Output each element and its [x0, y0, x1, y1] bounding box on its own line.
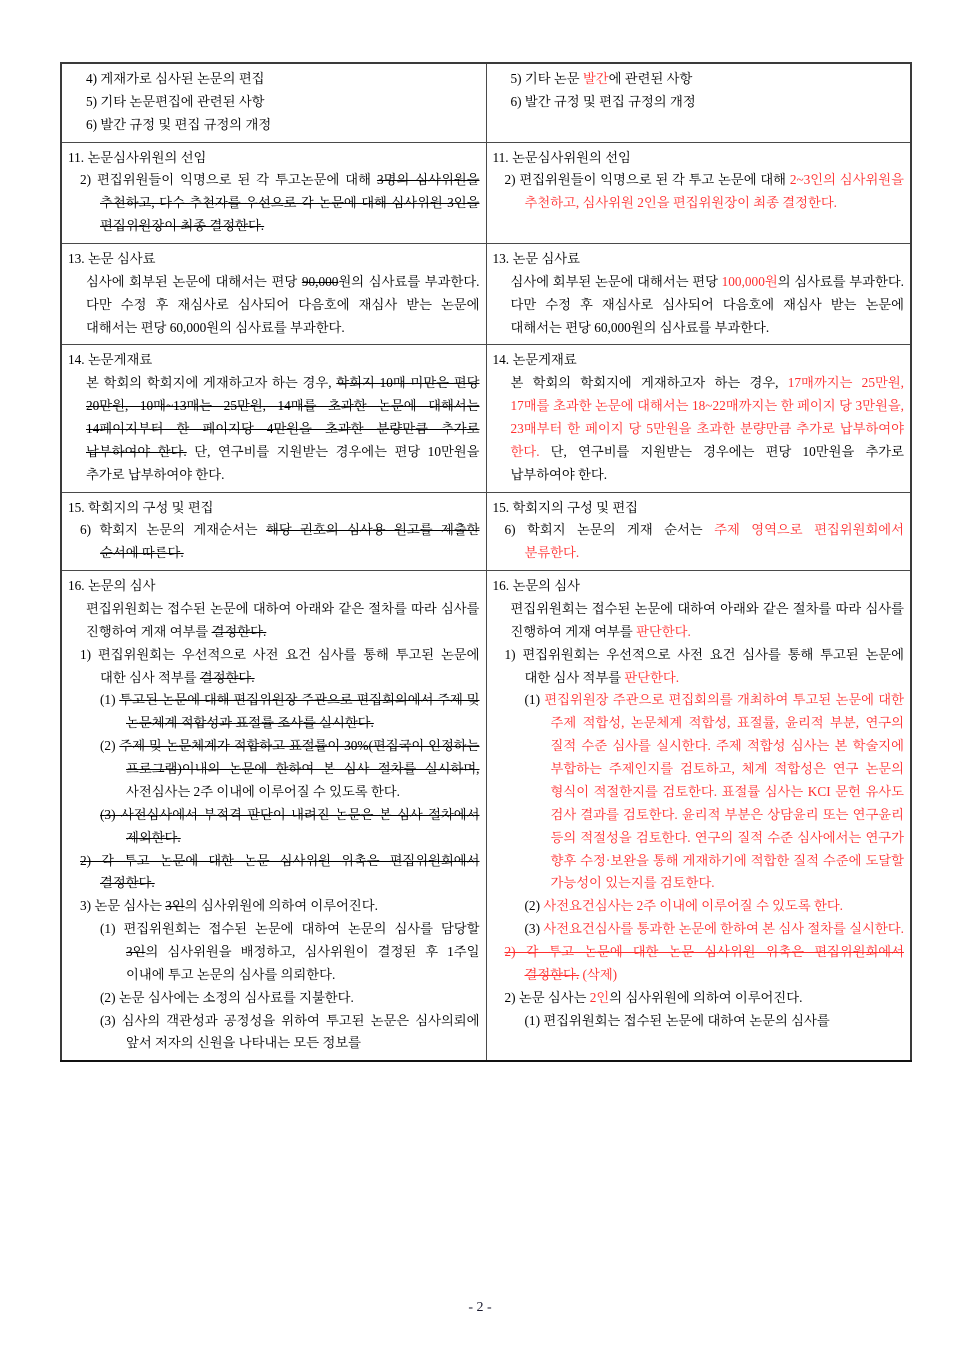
section-heading: 11. 논문심사위원의 선임 [492, 149, 631, 165]
list-item: (2) 주제 및 논문체계가 적합하고 표절률이 30%(편집국이 인정하는 프로그램)이내의 논문에 한하여 본 심사 절차를 실시하며, 사전심사는 2주 이내에 이루어질 수 있도록 한다. [100, 738, 480, 799]
cell-right-item-16 [486, 571, 911, 1062]
list-item-deleted: 2) 각 투고 논문에 대한 논문 심사위원 위촉은 편집위원회에서 결정한다. (삭제) [504, 943, 904, 982]
section-body: 6) 학회지 논문의 게재 순서는 주제 영역으로 편집위원회에서 분류한다. [504, 522, 904, 561]
list-item: (2) 논문 심사에는 소정의 심사료를 지불한다. [100, 989, 354, 1005]
list-item: 1) 편집위원회는 우선적으로 사전 요건 심사를 통해 투고된 논문에 대한 심사 적부를 판단한다. [504, 646, 904, 685]
list-item: (1) 편집위원회는 접수된 논문에 대하여 논문의 심사를 담당할 3인의 심사위원을 배정하고, 심사위원이 결정된 후 1주일 이내에 투고 논문의 심사를 의뢰한다. [100, 921, 480, 982]
list-item: (1) 투고된 논문에 대해 편집위원장 주관으로 편집회의에서 주제 및 논문체계 적합성과 표절률 조사를 실시한다. [100, 692, 480, 731]
section-heading: 15. 학회지의 구성 및 편집 [68, 499, 214, 515]
cell-left-item-11 [61, 142, 486, 243]
list-item-spacer [511, 114, 905, 117]
revision-comparison-table [60, 62, 912, 1062]
section-body: 본 학회의 학회지에 게재하고자 하는 경우, 학회지 10매 미만은 편당 20만원, 10매~13매는 25만원, 14매를 초과한 논문에 대해서는 14페이지부터 한 페이지당 4만원을 초과한 분량만큼 추가로 납부하여야 한다. 단, 연구비를 지원받는 경우에는 편당 10만원을 추가로 납부하여야 한다. [86, 375, 480, 482]
section-body: 심사에 회부된 논문에 대해서는 편당 90,000원의 심사료를 부과한다. 다만 수정 후 재심사로 심사되어 다음호에 재심사 받는 논문에 대해서는 편당 60,000원의 심사료를 부과한다. [86, 273, 480, 335]
cell-right-item-15 [486, 492, 911, 571]
deleted-marker: (삭제) [582, 966, 618, 982]
table-row [61, 492, 911, 571]
section-heading: 15. 학회지의 구성 및 편집 [492, 499, 639, 515]
cell-right-item-11 [486, 142, 911, 243]
cell-left-carryover [61, 63, 486, 142]
list-item: 4) 게재가로 심사된 논문의 편집 [86, 71, 265, 86]
list-item: (3) 사전요건심사를 통과한 논문에 한하여 본 심사 절차를 실시한다. [524, 921, 904, 937]
section-intro: 편집위원회는 접수된 논문에 대하여 아래와 같은 절차를 따라 심사를 진행하여 게재 여부를 결정한다. [86, 601, 480, 639]
section-intro: 편집위원회는 접수된 논문에 대하여 아래와 같은 절차를 따라 심사를 진행하여 게재 여부를 판단한다. [510, 601, 904, 639]
section-heading: 14. 논문게재료 [68, 352, 153, 368]
section-body: 심사에 회부된 논문에 대해서는 편당 100,000원의 심사료를 부과한다. 다만 수정 후 재심사로 심사되어 다음호에 재심사 받는 논문에 대해서는 편당 60,000원의 심사료를 부과한다. [510, 273, 904, 335]
table-row [61, 345, 911, 492]
list-item: 6) 발간 규정 및 편집 규정의 개정 [510, 93, 696, 109]
list-item: (3) 심사의 객관성과 공정성을 위하여 투고된 논문은 심사의뢰에 앞서 저자의 신원을 나타내는 모든 정보를 [100, 1012, 480, 1051]
section-heading: 13. 논문 심사료 [68, 251, 156, 267]
list-item: (1) 편집위원장 주관으로 편집회의를 개최하여 투고된 논문에 대한 주제 적합성, 논문체계 적합성, 표절률, 윤리적 부분, 연구의 질적 수준 심사를 실시한다. 주제 적합성 심사는 본 학술지에 부합하는 주제인지를 검토하고, 체계 적합성은 연구 논문의 형식이 적절한지를 검토한다. 표절률 심사는 KCI 문헌 유사도 검사 결과를 검토한다. 윤리적 부분은 상담윤리 또는 연구윤리 등의 적절성을 검토한다. 연구의 질적 수준 심사에서는 연구가 향후 수정·보완을 통해 게재하기에 적합한 질적 수준에 도달할 가능성이 있는지를 검토한다. [524, 692, 904, 891]
table-row [61, 244, 911, 345]
section-heading: 14. 논문게재료 [492, 352, 577, 368]
list-item: 5) 기타 논문 발간에 관련된 사항 [510, 71, 693, 86]
section-body: 2) 편집위원들이 익명으로 된 각 투고논문에 대해 3명의 심사위원을 추천하고, 다수 추천자를 우선으로 각 논문에 대해 심사위원 3인을 편집위원장이 최종 결정한다. [80, 172, 480, 234]
list-item: 3) 논문 심사는 3인의 심사위원에 의하여 이루어진다. [80, 898, 378, 914]
cell-right-item-13 [486, 244, 911, 345]
list-item: 2) 논문 심사는 2인의 심사위원에 의하여 이루어진다. [504, 989, 803, 1005]
list-item: 6) 발간 규정 및 편집 규정의 개정 [86, 116, 272, 132]
table-row [61, 571, 911, 1062]
section-body: 6) 학회지 논문의 게재순서는 해당 권호의 심사용 원고를 제출한 순서에 따른다. [80, 522, 480, 561]
cell-left-item-13 [61, 244, 486, 345]
list-item: (3) 사전심사에서 부적격 판단이 내려진 논문은 본 심사 절차에서 제외한다. [100, 806, 480, 845]
list-item: 5) 기타 논문편집에 관련된 사항 [86, 93, 265, 109]
page-number: - 2 - [468, 1300, 492, 1315]
section-body: 2) 편집위원들이 익명으로 된 각 투고 논문에 대해 2~3인의 심사위원을 추천하고, 심사위원 2인을 편집위원장이 최종 결정한다. [504, 172, 904, 211]
list-item: (1) 편집위원회는 접수된 논문에 대하여 논문의 심사를 [524, 1012, 830, 1028]
section-heading: 11. 논문심사위원의 선임 [68, 149, 207, 165]
list-item: 2) 각 투고 논문에 대한 논문 심사위원 위촉은 편집위원회에서 결정한다. [80, 852, 480, 891]
cell-right-carryover [486, 63, 911, 142]
section-heading: 16. 논문의 심사 [492, 578, 580, 594]
cell-right-item-14 [486, 345, 911, 492]
cell-left-item-16 [61, 571, 486, 1062]
section-body: 본 학회의 학회지에 게재하고자 하는 경우, 17매까지는 25만원, 17매를 초과한 논문에 대해서는 18~22매까지는 한 페이지 당 3만원을, 23매부터 한 페이지 당 5만원을 초과한 분량만큼 추가로 납부하여야 한다. 단, 연구비를 지원받는 경우에는 편당 10만원을 추가로 납부하여야 한다. [510, 375, 904, 482]
section-heading: 13. 논문 심사료 [492, 251, 580, 267]
list-item: 1) 편집위원회는 우선적으로 사전 요건 심사를 통해 투고된 논문에 대한 심사 적부를 결정한다. [80, 646, 480, 685]
cell-left-item-15 [61, 492, 486, 571]
list-item: (2) 사전요건심사는 2주 이내에 이루어질 수 있도록 한다. [524, 898, 844, 914]
table-row [61, 142, 911, 243]
cell-left-item-14 [61, 345, 486, 492]
section-heading: 16. 논문의 심사 [68, 578, 156, 594]
table-row [61, 63, 911, 142]
